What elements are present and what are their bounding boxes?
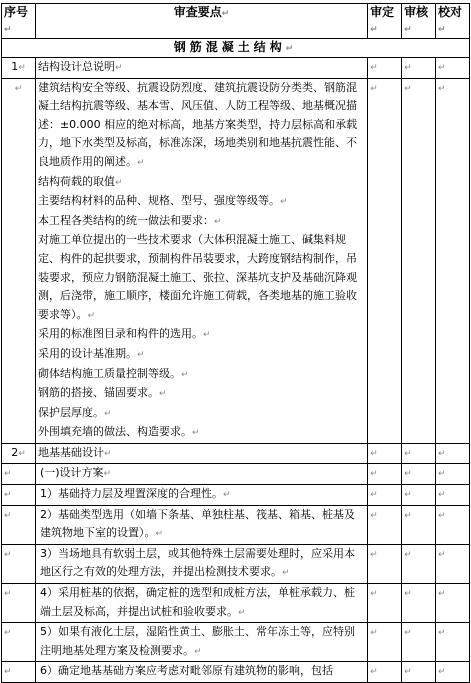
paragraph: 砌体结构施工质量控制等级。↵: [37, 366, 189, 380]
review-cell: ↵: [402, 443, 436, 464]
table-row: [2, 58, 470, 79]
review-cell: ↵: [402, 78, 436, 443]
paragraph: 保护层厚度。↵: [37, 405, 112, 419]
table-row: [2, 584, 470, 623]
row-item: 3）当场地具有软弱土层，或其他特殊土层需要处理时，应采用本地区行之有效的处理方法，并提出检测技术要求。↵: [35, 544, 367, 583]
header-review: 审核↵: [402, 4, 436, 39]
section-title-row: [2, 39, 470, 58]
approve-cell: ↵: [368, 464, 402, 485]
check-cell: ↵: [436, 485, 470, 506]
row-heading: 地基基础设计↵: [35, 443, 367, 464]
paragraph: 钢筋的搭接、锚固要求。↵: [37, 386, 167, 400]
paragraph: 本工程各类结构的统一做法和要求：↵: [37, 213, 222, 227]
header-item: 审查要点↵: [35, 4, 367, 39]
paragraph: 外围填充墙的做法、构造要求。↵: [37, 425, 200, 439]
row-item: 4）采用桩基的依据，确定桩的选型和成桩方法，单桩承载力、桩端土层及标高，并提出试桩和验收要求。↵: [35, 584, 367, 623]
review-checklist: [1, 3, 470, 683]
approve-cell: ↵: [368, 662, 402, 683]
check-cell: ↵: [436, 584, 470, 623]
paragraph: 对施工单位提出的一些技术要求（大体积混凝土施工、碱集料规定、构件的起拱要求，预制构件吊装要求，大跨度钢结构制作，吊装要求，预应力钢筋混凝土施工、张拉、深基坑支护及基础沉降观测，后浇带，施工顺序，楼面允许施工荷载，各类地基的施工验收要求等）。↵: [37, 233, 357, 321]
review-cell: ↵: [402, 485, 436, 506]
row-number: ↵: [2, 662, 36, 683]
approve-cell: ↵: [368, 623, 402, 662]
row-number: 2↵: [2, 443, 36, 464]
row-number: 1↵: [2, 58, 36, 79]
row-subheading: (一)设计方案↵: [35, 464, 367, 485]
paragraph: 主要结构材料的品种、规格、型号、强度等级等。↵: [37, 194, 288, 208]
review-cell: ↵: [402, 544, 436, 583]
check-cell: ↵: [436, 58, 470, 79]
approve-cell: ↵: [368, 58, 402, 79]
row-item: 6）确定地基基础方案应考虑对毗邻原有建筑物的影响，包括: [35, 662, 367, 683]
check-cell: ↵: [436, 662, 470, 683]
row-number: ↵: [2, 505, 36, 544]
check-cell: ↵: [436, 78, 470, 443]
checklist-table: [1, 3, 470, 683]
review-cell: ↵: [402, 662, 436, 683]
check-cell: ↵: [436, 464, 470, 485]
row-content: [35, 78, 367, 443]
paragraph: 采用的标准图目录和构件的选用。↵: [37, 327, 211, 341]
table-row: [2, 443, 470, 464]
header-approve: 审定↵: [368, 4, 402, 39]
row-item: 5）如果有液化土层，湿陷性黄土、膨胀土、常年冻土等，应特别注明地基处理方案及检测要求。↵: [35, 623, 367, 662]
table-row: [2, 464, 470, 485]
check-cell: ↵: [436, 505, 470, 544]
row-number: ↵: [2, 464, 36, 485]
paragraph: 建筑结构安全等级、抗震设防烈度、建筑抗震设防分类类、钢筋混凝土结构抗震等级、基本雪、风压值、人防工程等级、地基概况描述：±0.000 相应的绝对标高，地基方案类型，持力层标高和承载力，地下水类型及标高，标准冻深，场地类别和地基抗震性能、不良地质作用的阐述。↵: [37, 80, 358, 168]
row-number: ↵: [2, 544, 36, 583]
approve-cell: ↵: [368, 584, 402, 623]
row-number: ↵: [2, 584, 36, 623]
paragraph: 采用的设计基准期。↵: [37, 346, 145, 360]
approve-cell: ↵: [368, 544, 402, 583]
header-no: 序号↵: [2, 4, 36, 39]
review-cell: ↵: [402, 623, 436, 662]
row-item: 2）基础类型选用（如墙下条基、单独柱基、筏基、箱基、桩基及建筑物地下室的设置）。↵: [35, 505, 367, 544]
header-row: [2, 4, 470, 39]
table-row: [2, 623, 470, 662]
table-row: [2, 505, 470, 544]
review-cell: ↵: [402, 464, 436, 485]
approve-cell: ↵: [368, 505, 402, 544]
section-title: 钢筋混凝土结构↵: [2, 39, 470, 58]
review-cell: ↵: [402, 584, 436, 623]
row-item: 1）基础持力层及埋置深度的合理性。↵: [35, 485, 367, 506]
check-cell: ↵: [436, 544, 470, 583]
check-cell: ↵: [436, 623, 470, 662]
table-row: [2, 485, 470, 506]
row-number: ↵: [2, 485, 36, 506]
table-row: [2, 78, 470, 443]
review-cell: ↵: [402, 505, 436, 544]
row-number: ↵: [2, 78, 36, 443]
table-row: [2, 544, 470, 583]
paragraph: 结构荷载的取值↵: [37, 174, 123, 188]
row-heading: 结构设计总说明↵: [35, 58, 367, 79]
header-check: 校对↵: [436, 4, 470, 39]
check-cell: ↵: [436, 443, 470, 464]
approve-cell: ↵: [368, 485, 402, 506]
row-number: ↵: [2, 623, 36, 662]
approve-cell: ↵: [368, 78, 402, 443]
approve-cell: ↵: [368, 443, 402, 464]
table-row: [2, 662, 470, 683]
review-cell: ↵: [402, 58, 436, 79]
